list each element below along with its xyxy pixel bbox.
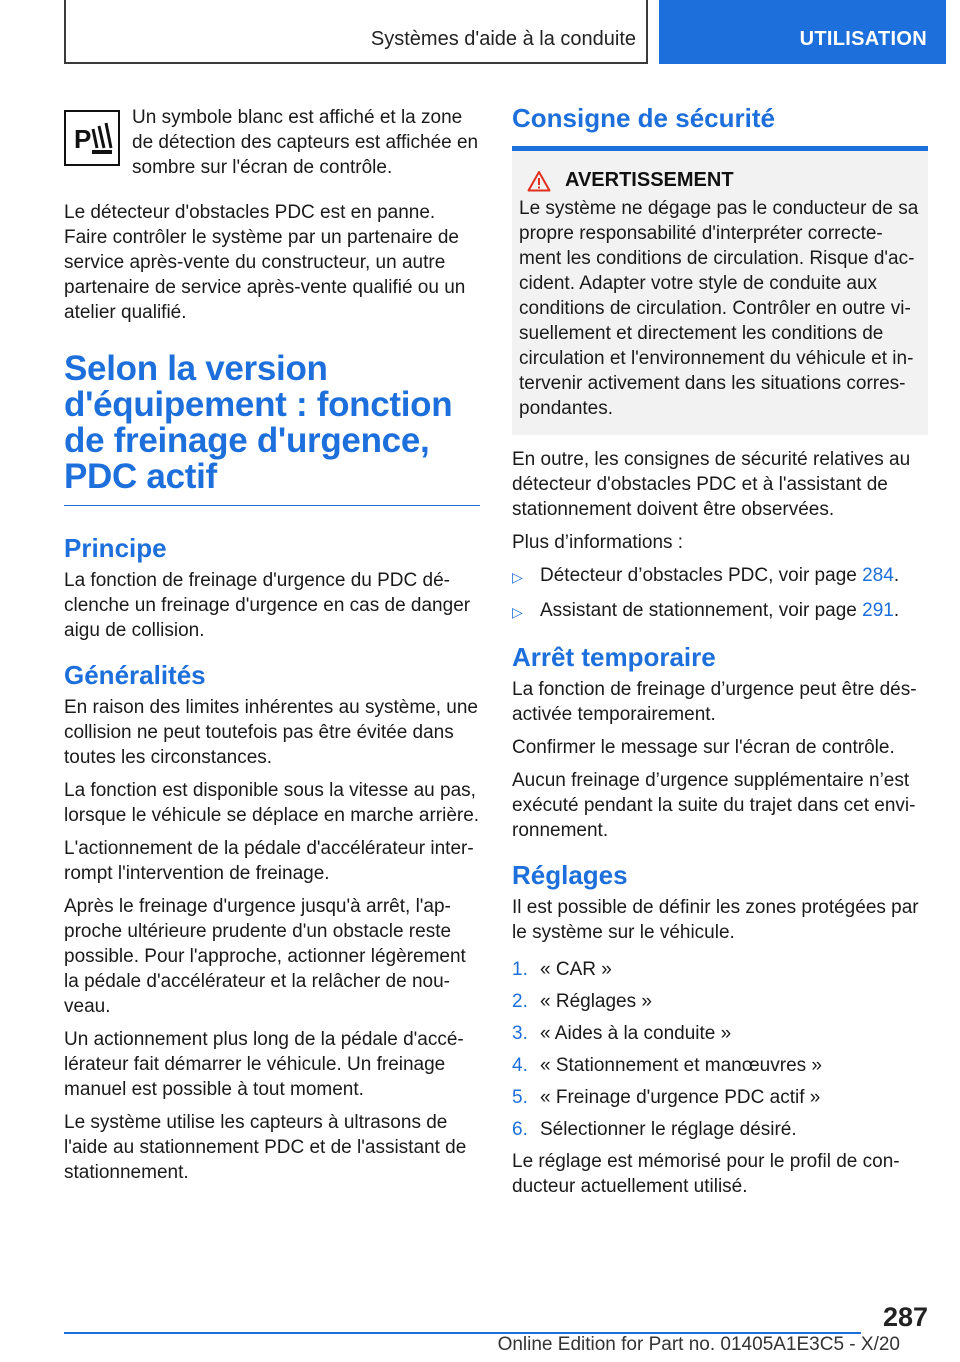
warning-triangle-icon (527, 170, 551, 192)
safety-heading: Consigne de sécurité (512, 102, 928, 151)
svg-text:P: P (74, 124, 92, 154)
pause-paragraph-1: La fonction de freinage d’urgence peut être dés-activée temporairement. (512, 679, 917, 725)
main-heading: Selon la version d'équipement : fonction de freinage d'urgence, PDC actif (64, 351, 480, 506)
page-link-291[interactable]: 291 (862, 600, 894, 621)
list-item: 6. Sélectionner le réglage désiré. (512, 1119, 797, 1140)
settings-paragraph-2: Le réglage est mémorisé pour le profil de con-ducteur actuellement utilisé. (512, 1151, 900, 1197)
pdc-icon-block (64, 102, 480, 180)
general-paragraph-3: L'actionnement de la pédale d'accélérateur inter-rompt l'intervention de freinage. (64, 838, 474, 884)
header-section-title: Systèmes d'aide à la conduite (370, 28, 636, 50)
general-heading: Généralités (64, 660, 206, 690)
warning-title (519, 169, 922, 192)
principe-text: La fonction de freinage d'urgence du PDC dé-clenche un freinage d'urgence en cas de danger aigu de collision. (64, 570, 471, 641)
list-item: 3. « Aides à la conduite » (512, 1023, 732, 1044)
warning-label: AVERTISSEMENT (565, 169, 734, 191)
list-item (512, 598, 928, 625)
list-item: 2. « Réglages » (512, 991, 652, 1012)
more-info-label: Plus d’informations : (512, 532, 684, 553)
list-item: 5. « Freinage d'urgence PDC actif » (512, 1087, 821, 1108)
warning-box (512, 151, 928, 435)
general-paragraph-4: Après le freinage d'urgence jusqu'à arrêt, l'ap-proche ultérieure prudente d'un obstacle reste possible. Pour l'approche, actionner légèrement la pédale d'accélérateur et la relâcher de nou-veau. (64, 896, 466, 1017)
list-item: 4. « Stationnement et manœuvres » (512, 1055, 822, 1076)
triangle-bullet-icon: ▷ (512, 604, 523, 620)
header-tab-label[interactable]: UTILISATION (799, 28, 927, 50)
warning-text: Le système ne dégage pas le conducteur de sa propre responsabilité d'interpréter correcte-ment les conditions de circulation. Risque d'ac-cident. Adapter votre style de conduite aux conditions de circulation. Contrôler en outre vi-suellement et directement les conditions de circulation et l'environnement du véhicule et in-tervenir activement dans les situations corres-pondantes. (519, 198, 919, 419)
settings-heading: Réglages (512, 860, 628, 890)
bullet-text: Assistant de stationnement, voir page 291. (540, 600, 900, 621)
fault-paragraph: Le détecteur d'obstacles PDC est en panne. Faire contrôler le système par un partenaire de service après-vente du constructeur, un autre partenaire de service après-vente qualifié ou un atelier qualifié. (64, 202, 466, 323)
footer-edition: Online Edition for Part no. 01405A1E3C5 - X/20 (497, 1334, 900, 1355)
left-column (64, 102, 480, 1193)
general-paragraph-1: En raison des limites inhérentes au système, une collision ne peut toutefois pas être évitée dans toutes les circonstances. (64, 697, 478, 768)
principe-heading: Principe (64, 533, 167, 563)
right-column (512, 102, 928, 1207)
icon-description: Un symbole blanc est affiché et la zone de détection des capteurs est affichée en sombre sur l'écran de contrôle. (132, 107, 479, 178)
page-link-284[interactable]: 284 (862, 565, 894, 586)
pause-paragraph-3: Aucun freinage d’urgence supplémentaire n’est exécuté pendant la suite du trajet dans cet envi-ronnement. (512, 770, 916, 841)
general-paragraph-2: La fonction est disponible sous la vitesse au pas, lorsque le véhicule se déplace en marche arrière. (64, 780, 480, 826)
page-number: 287 (882, 1302, 928, 1332)
triangle-bullet-icon: ▷ (512, 569, 523, 585)
list-item (512, 563, 928, 590)
pdc-sensor-icon (64, 110, 120, 166)
pause-heading: Arrêt temporaire (512, 642, 716, 672)
general-paragraph-5: Un actionnement plus long de la pédale d'accé-lérateur fait démarrer le véhicule. Un freinage manuel est possible à tout moment. (64, 1029, 464, 1100)
general-paragraph-6: Le système utilise les capteurs à ultrasons de l'aide au stationnement PDC et de l'assistant de stationnement. (64, 1112, 467, 1183)
safety-followup: En outre, les consignes de sécurité relatives au détecteur d'obstacles PDC et à l'assistant de stationnement doivent être observées. (512, 449, 911, 520)
pause-paragraph-2: Confirmer le message sur l'écran de contrôle. (512, 737, 895, 758)
list-item: 1. « CAR » (512, 959, 612, 980)
settings-paragraph-1: Il est possible de définir les zones protégées par le système sur le véhicule. (512, 897, 919, 943)
bullet-text: Détecteur d’obstacles PDC, voir page 284. (540, 565, 900, 586)
